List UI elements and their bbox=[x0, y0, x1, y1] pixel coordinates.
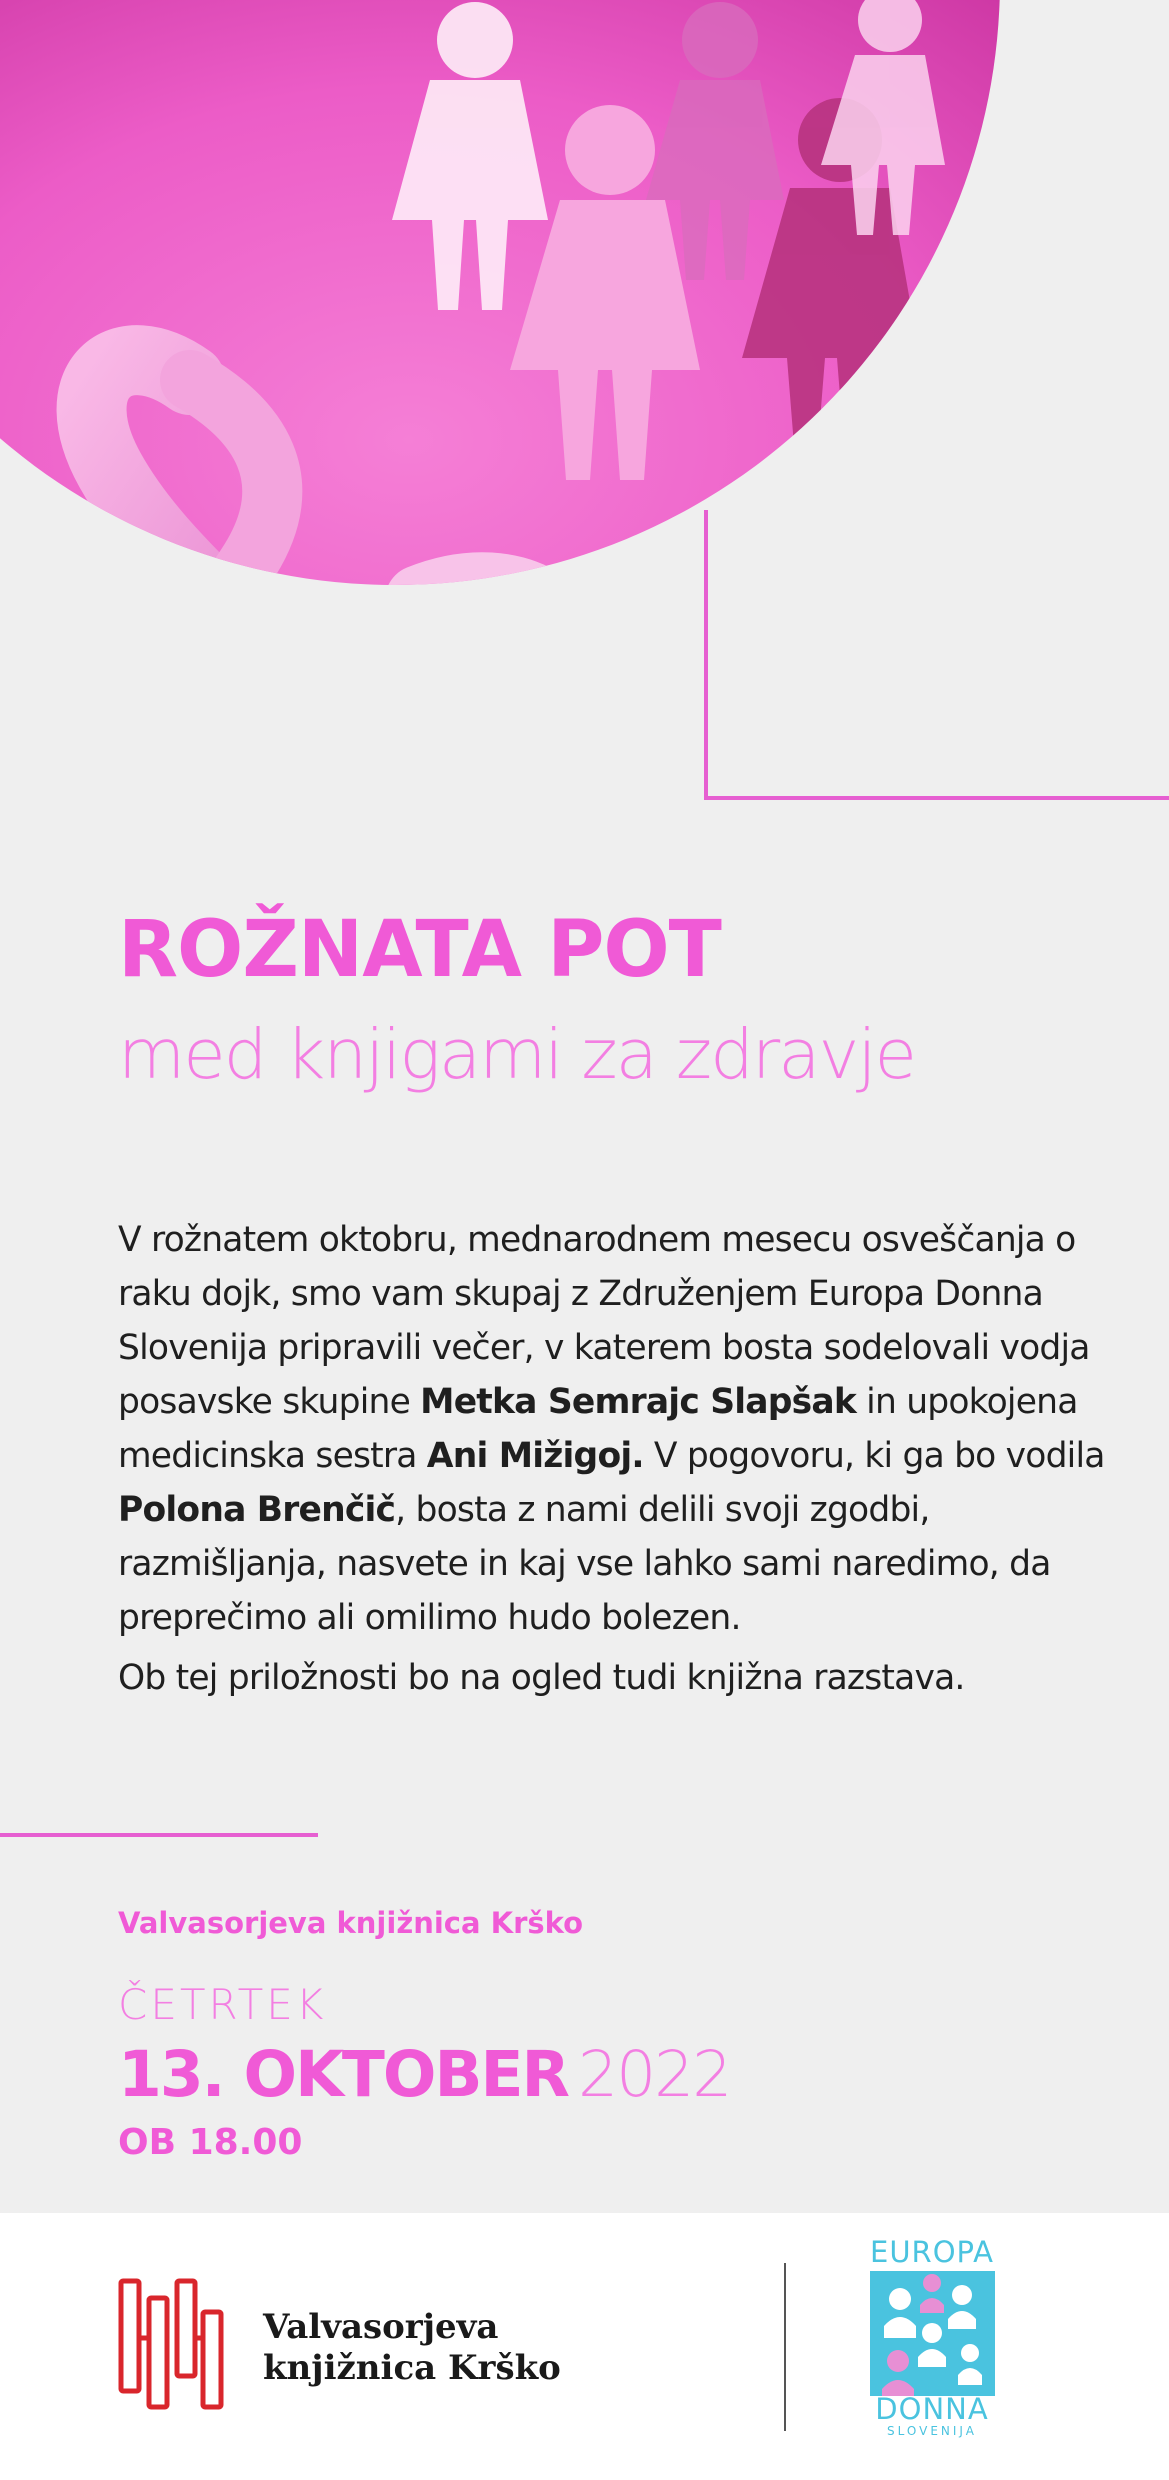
event-date bbox=[118, 2038, 730, 2111]
event-date-day-month: 13. OKTOBER bbox=[118, 2038, 569, 2111]
footer bbox=[0, 2213, 1169, 2480]
library-name-line: Valvasorjeva bbox=[263, 2307, 499, 2347]
guest-name: Metka Semrajc Slapšak bbox=[420, 1382, 857, 1422]
partner-logo-sub: SLOVENIJA bbox=[887, 2424, 977, 2438]
frame-line-horizontal bbox=[704, 796, 1169, 800]
text-run: , bosta z nami delili svoji zgodbi, razmišljanja, nasvete in kaj vse lahko sami naredimo, da preprečimo ali omilimo hudo bolezen. bbox=[118, 1490, 1051, 1638]
text-run: V rožnatem oktobru, mednarodnem mesecu osveščanja o raku dojk, smo vam skupaj z Združenjem Europa Donna Slovenija pripravili večer, v katerem bosta sodelovali vodja posavske skupine bbox=[118, 1220, 1090, 1422]
text-run: V pogovoru, ki ga bo vodila bbox=[643, 1436, 1105, 1476]
hero-image bbox=[0, 0, 1169, 800]
hero-illustration bbox=[0, 0, 1169, 800]
description-paragraph bbox=[118, 1213, 1118, 1645]
event-description bbox=[118, 1213, 1118, 1705]
moderator-name: Polona Brenčič bbox=[118, 1490, 396, 1530]
guest-name: Ani Mižigoj. bbox=[426, 1436, 644, 1476]
page-title: ROŽNATA POT bbox=[118, 905, 721, 995]
exhibition-note: Ob tej priložnosti bo na ogled tudi knjižna razstava. bbox=[118, 1658, 965, 1698]
event-venue: Valvasorjeva knjižnica Krško bbox=[118, 1906, 584, 1940]
frame-line-vertical bbox=[704, 510, 708, 800]
library-logo-icon bbox=[118, 2278, 224, 2410]
text-run: in upokojena medicinska sestra bbox=[118, 1382, 1078, 1476]
partner-logo-top: EUROPA bbox=[870, 2235, 994, 2269]
event-time: OB 18.00 bbox=[118, 2122, 303, 2163]
library-name-line: knjižnica Krško bbox=[263, 2348, 561, 2388]
footer-separator bbox=[784, 2263, 786, 2431]
europa-donna-logo bbox=[862, 2235, 1002, 2460]
library-name bbox=[263, 2307, 561, 2389]
page-subtitle: med knjigami za zdravje bbox=[118, 1015, 915, 1095]
puzzle-people-icon bbox=[870, 2271, 995, 2396]
event-date-year: 2022 bbox=[578, 2038, 731, 2111]
section-divider bbox=[0, 1833, 318, 1837]
event-weekday: ČETRTEK bbox=[118, 1980, 327, 2029]
partner-logo-bottom: DONNA bbox=[875, 2392, 989, 2426]
